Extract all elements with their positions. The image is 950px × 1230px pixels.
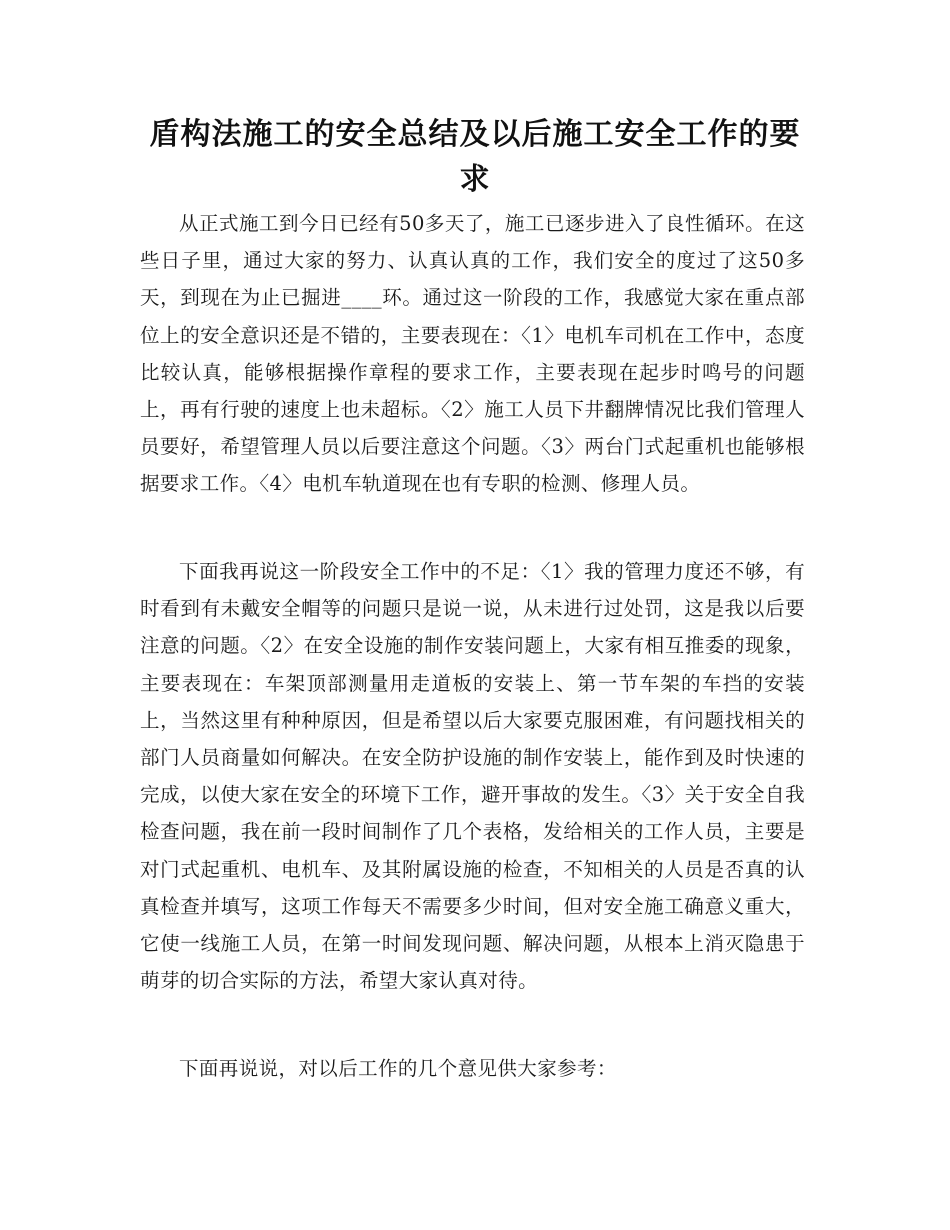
document-title: 盾构法施工的安全总结及以后施工安全工作的要求	[149, 117, 801, 197]
paragraph-progress-summary: 从正式施工到今日已经有50多天了，施工已逐步进入了良性循环。在这些日子里，通过大家的努力、认真认真的工作，我们安全的度过了这50多天，到现在为止已掘进____环。通过这一阶段的工作，我感觉大家在重点部位上的安全意识还是不错的，主要表现在：〈1〉电机车司机在工作中，态度比较认真，能够根据操作章程的要求工作，主要表现在起步时鸣号的问题上，再有行驶的速度上也未超标。〈2〉施工人员下井翻牌情况比我们管理人员要好，希望管理人员以后要注意这个问题。〈3〉两台门式起重机也能够根据要求工作。〈4〉电机车轨道现在也有专职的检测、修理人员。	[140, 212, 805, 496]
paragraph-suggestions-intro: 下面再说说，对以后工作的几个意见供大家参考：	[179, 1057, 617, 1080]
paragraph-shortcomings: 下面我再说这一阶段安全工作中的不足：〈1〉我的管理力度还不够，有时看到有未戴安全帽等的问题只是说一说，从未进行过处罚，这是我以后要注意的问题。〈2〉在安全设施的制作安装问题上，大家有相互推委的现象，主要表现在：车架顶部测量用走道板的安装上、第一节车架的车挡的安装上，当然这里有种种原因，但是希望以后大家要克服困难，有问题找相关的部门人员商量如何解决。在安全防护设施的制作安装上，能作到及时快速的完成，以使大家在安全的环境下工作，避开事故的发生。〈3〉关于安全自我检查问题，我在前一段时间制作了几个表格，发给相关的工作人员，主要是对门式起重机、电机车、及其附属设施的检查，不知相关的人员是否真的认真检查并填写，这项工作每天不需要多少时间，但对安全施工确意义重大，它使一线施工人员，在第一时间发现问题、解决问题，从根本上消灭隐患于萌芽的切合实际的方法，希望大家认真对待。	[140, 560, 805, 993]
